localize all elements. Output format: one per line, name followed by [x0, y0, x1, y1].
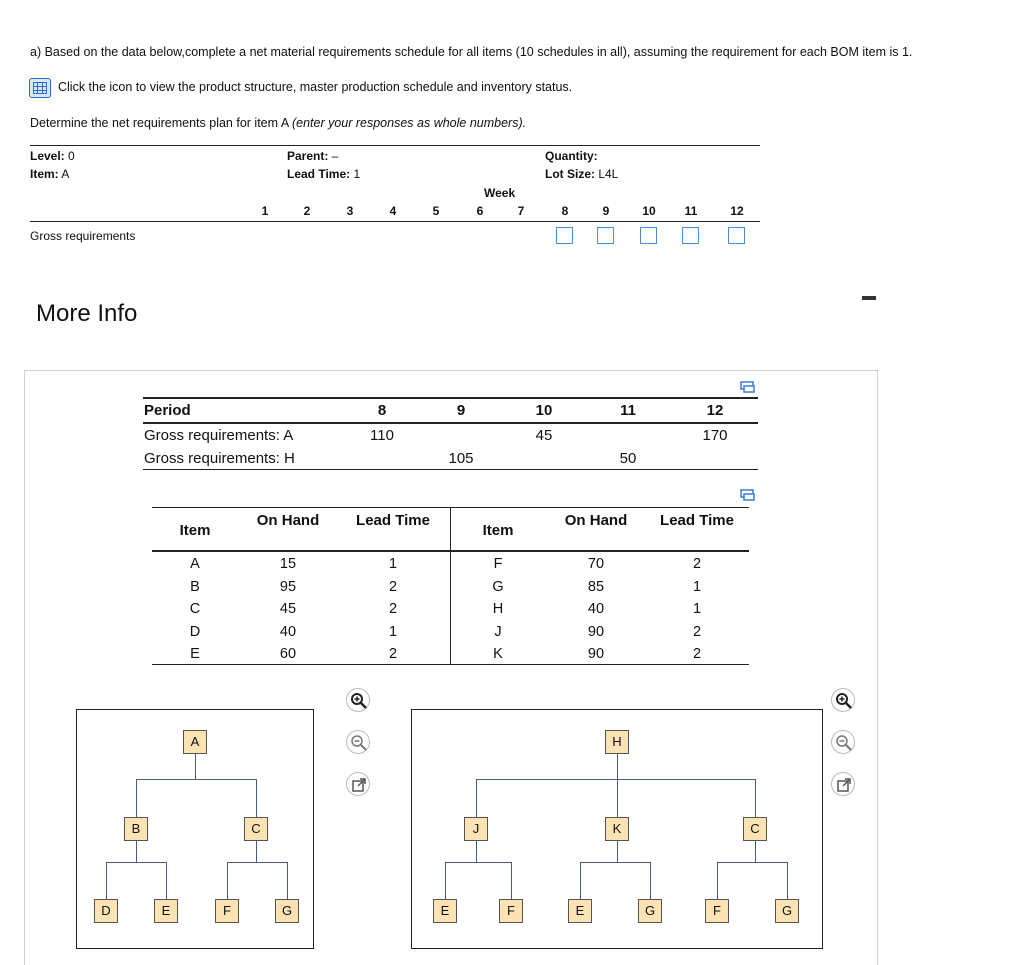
inventory-cell: 40	[587, 601, 605, 617]
node-k: K	[605, 817, 629, 841]
zoom-in-icon[interactable]	[831, 688, 855, 712]
week-3: 3	[346, 204, 354, 218]
lead-time-field: Lead Time: 1	[287, 167, 361, 181]
mps-period-12: 12	[706, 402, 724, 419]
inventory-cell: 85	[587, 578, 605, 595]
node-f: F	[705, 899, 729, 923]
node-g: G	[638, 899, 662, 923]
mps-row-h-label: Gross requirements: H	[144, 450, 295, 467]
week-4: 4	[389, 204, 397, 218]
node-d: D	[94, 899, 118, 923]
gross-req-input-week-9[interactable]	[597, 227, 614, 244]
parent-field: Parent: –	[287, 149, 339, 163]
mps-cell: 50	[619, 450, 637, 467]
node-g: G	[275, 899, 299, 923]
copy-icon[interactable]	[740, 489, 756, 503]
inventory-cell: 2	[692, 556, 702, 572]
inventory-cell: 1	[692, 578, 702, 595]
inventory-cell: 1	[388, 556, 398, 572]
inventory-cell: H	[492, 601, 504, 617]
inventory-header: Item	[179, 522, 211, 539]
mps-period-11: 11	[620, 402, 636, 419]
inventory-header: Lead Time	[660, 512, 734, 529]
more-info-title: More Info	[36, 300, 138, 327]
inventory-cell: 1	[692, 601, 702, 617]
node-a: A	[183, 730, 207, 754]
inventory-cell: 45	[279, 601, 297, 617]
inventory-cell: 1	[388, 623, 398, 640]
spreadsheet-icon[interactable]	[29, 78, 51, 98]
inventory-cell: 90	[587, 646, 605, 662]
zoom-out-icon[interactable]	[831, 730, 855, 754]
inventory-cell: E	[190, 646, 200, 662]
inventory-header: Item	[482, 522, 514, 539]
minimize-icon[interactable]	[862, 296, 876, 300]
inventory-header: Lead Time	[356, 512, 430, 529]
open-external-icon[interactable]	[831, 772, 855, 796]
week-5: 5	[432, 204, 440, 218]
node-e: E	[568, 899, 592, 923]
inventory-cell: C	[189, 601, 201, 617]
node-j: J	[464, 817, 488, 841]
inventory-cell: 70	[587, 556, 605, 572]
node-e: E	[154, 899, 178, 923]
inventory-cell: D	[189, 623, 201, 640]
week-label: Week	[484, 186, 516, 200]
inventory-cell: A	[190, 556, 200, 572]
week-9: 9	[602, 204, 610, 218]
inventory-cell: 90	[587, 623, 605, 640]
inventory-cell: 2	[388, 578, 398, 595]
week-7: 7	[517, 204, 525, 218]
mps-period-10: 10	[535, 402, 553, 419]
inv-bottom-rule	[152, 664, 749, 665]
week-11: 11	[684, 204, 698, 218]
inventory-header: On Hand	[256, 512, 320, 529]
inventory-cell: G	[492, 578, 504, 595]
copy-icon[interactable]	[740, 381, 756, 395]
week-8: 8	[561, 204, 569, 218]
gross-req-input-week-11[interactable]	[682, 227, 699, 244]
inventory-cell: F	[493, 556, 503, 572]
gross-req-input-week-12[interactable]	[728, 227, 745, 244]
week-2: 2	[303, 204, 311, 218]
inventory-cell: 95	[279, 578, 297, 595]
question-text: a) Based on the data below,complete a net material requirements schedule for all items (10 schedules in all), assuming the requirement for each BOM item is 1.	[30, 45, 913, 59]
week-1: 1	[261, 204, 269, 218]
gross-req-input-week-8[interactable]	[556, 227, 573, 244]
inventory-cell: 2	[692, 623, 702, 640]
item-field: Item: A	[30, 167, 70, 181]
open-external-icon[interactable]	[346, 772, 370, 796]
node-e: E	[433, 899, 457, 923]
mps-cell: 105	[448, 450, 474, 467]
click-instruction: Click the icon to view the product structure, master production schedule and inventory status.	[58, 80, 573, 94]
inventory-cell: 40	[279, 623, 297, 640]
header-divider	[30, 145, 760, 146]
mps-top-rule	[143, 397, 758, 399]
week-12: 12	[730, 204, 744, 218]
quantity-field: Quantity:	[545, 149, 598, 163]
node-h: H	[605, 730, 629, 754]
mps-period-9: 9	[456, 402, 466, 419]
inventory-cell: 60	[279, 646, 297, 662]
node-f: F	[499, 899, 523, 923]
inv-center-divider	[450, 507, 451, 665]
node-f: F	[215, 899, 239, 923]
gross-requirements-label: Gross requirements	[30, 229, 136, 243]
inventory-cell: 2	[388, 601, 398, 617]
node-b: B	[124, 817, 148, 841]
node-c: C	[743, 817, 767, 841]
mps-cell: 170	[702, 427, 728, 444]
mps-cell: 110	[370, 427, 394, 444]
inventory-cell: B	[190, 578, 200, 595]
mps-cell: 45	[535, 427, 553, 444]
mps-bottom-rule	[143, 469, 758, 470]
node-c: C	[244, 817, 268, 841]
week-divider	[30, 221, 760, 222]
mps-row-a-label: Gross requirements: A	[144, 427, 294, 444]
inventory-cell: 2	[692, 646, 702, 662]
zoom-in-icon[interactable]	[346, 688, 370, 712]
mps-period-8: 8	[377, 402, 387, 419]
inventory-cell: K	[493, 646, 503, 662]
inventory-cell: J	[494, 623, 502, 640]
node-g: G	[775, 899, 799, 923]
week-6: 6	[476, 204, 484, 218]
determine-instruction: Determine the net requirements plan for item A (enter your responses as whole numbers).	[30, 116, 527, 130]
inventory-cell: 2	[388, 646, 398, 662]
lot-size-field: Lot Size: L4L	[545, 167, 619, 181]
zoom-out-icon[interactable]	[346, 730, 370, 754]
inventory-cell: 15	[279, 556, 297, 572]
week-10: 10	[642, 204, 656, 218]
inventory-header: On Hand	[564, 512, 628, 529]
level-field: Level: 0	[30, 149, 75, 163]
gross-req-input-week-10[interactable]	[640, 227, 657, 244]
mps-header-rule	[143, 422, 758, 424]
mps-period-header: Period	[144, 402, 191, 419]
